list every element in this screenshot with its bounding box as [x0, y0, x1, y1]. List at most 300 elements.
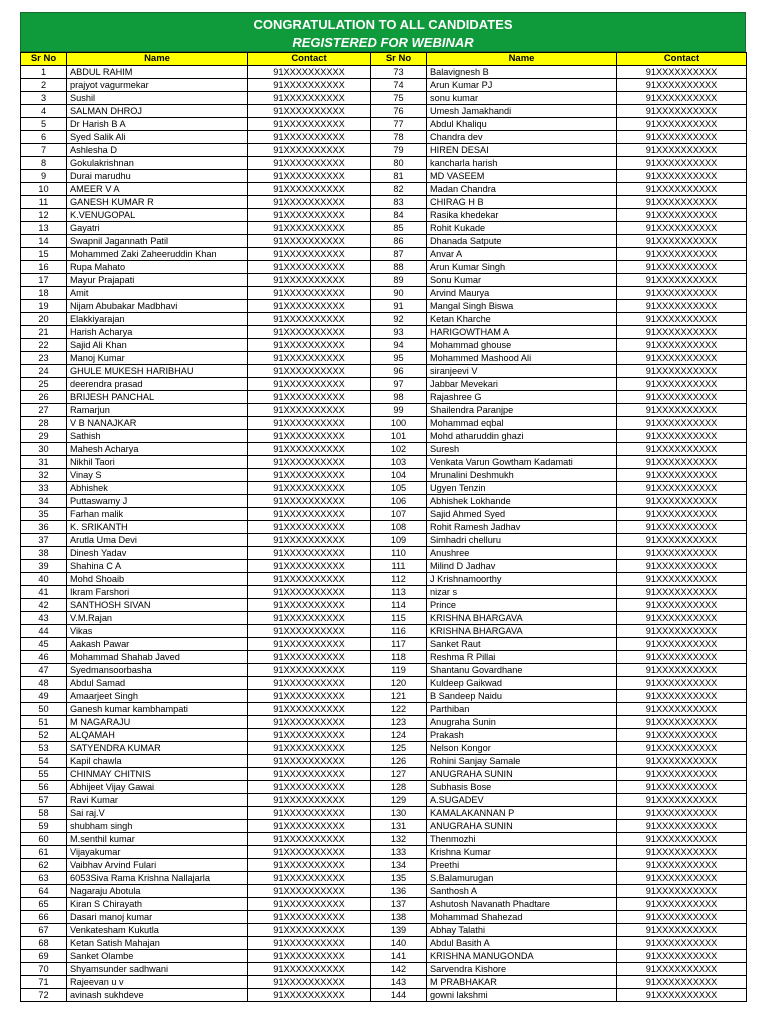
contact-cell: 91XXXXXXXXXX — [617, 638, 747, 651]
name-cell: HARIGOWTHAM A — [427, 326, 617, 339]
name-cell: Ketan Satish Mahajan — [67, 937, 248, 950]
contact-cell: 91XXXXXXXXXX — [248, 248, 371, 261]
table-row — [21, 768, 747, 781]
sr-no-cell: 76 — [371, 105, 427, 118]
name-cell: ABDUL RAHIM — [67, 66, 248, 79]
sr-no-cell: 101 — [371, 430, 427, 443]
sr-no-cell: 64 — [21, 885, 67, 898]
contact-cell: 91XXXXXXXXXX — [617, 326, 747, 339]
name-cell: Arutla Uma Devi — [67, 534, 248, 547]
contact-cell: 91XXXXXXXXXX — [617, 781, 747, 794]
table-row — [21, 157, 747, 170]
name-cell: Sanket Olambe — [67, 950, 248, 963]
name-cell: Mohammad Shahab Javed — [67, 651, 248, 664]
name-cell: KRISHNA BHARGAVA — [427, 612, 617, 625]
table-row — [21, 287, 747, 300]
name-cell: Prakash — [427, 729, 617, 742]
table-row — [21, 183, 747, 196]
sr-no-cell: 129 — [371, 794, 427, 807]
contact-cell: 91XXXXXXXXXX — [617, 898, 747, 911]
contact-cell: 91XXXXXXXXXX — [617, 92, 747, 105]
sr-no-cell: 23 — [21, 352, 67, 365]
sr-no-cell: 131 — [371, 820, 427, 833]
name-cell: Manoj Kumar — [67, 352, 248, 365]
sr-no-cell: 97 — [371, 378, 427, 391]
sr-no-cell: 108 — [371, 521, 427, 534]
sr-no-cell: 130 — [371, 807, 427, 820]
table-row — [21, 105, 747, 118]
sr-no-cell: 36 — [21, 521, 67, 534]
name-cell: Kiran S Chirayath — [67, 898, 248, 911]
name-cell: Arun Kumar PJ — [427, 79, 617, 92]
sr-no-cell: 44 — [21, 625, 67, 638]
table-row — [21, 443, 747, 456]
contact-cell: 91XXXXXXXXXX — [617, 144, 747, 157]
contact-cell: 91XXXXXXXXXX — [617, 872, 747, 885]
name-cell: SANTHOSH SIVAN — [67, 599, 248, 612]
name-cell: Vikas — [67, 625, 248, 638]
name-cell: avinash sukhdeve — [67, 989, 248, 1002]
sr-no-cell: 71 — [21, 976, 67, 989]
sr-no-cell: 62 — [21, 859, 67, 872]
sr-no-cell: 81 — [371, 170, 427, 183]
name-cell: Arun Kumar Singh — [427, 261, 617, 274]
table-row — [21, 222, 747, 235]
sr-no-cell: 30 — [21, 443, 67, 456]
contact-cell: 91XXXXXXXXXX — [617, 248, 747, 261]
sr-no-cell: 22 — [21, 339, 67, 352]
table-row — [21, 859, 747, 872]
table-row — [21, 625, 747, 638]
table-row — [21, 274, 747, 287]
sr-no-cell: 41 — [21, 586, 67, 599]
sr-no-cell: 120 — [371, 677, 427, 690]
sr-no-cell: 99 — [371, 404, 427, 417]
name-cell: Ravi Kumar — [67, 794, 248, 807]
contact-cell: 91XXXXXXXXXX — [617, 495, 747, 508]
sr-no-cell: 111 — [371, 560, 427, 573]
name-cell: Rohit Ramesh Jadhav — [427, 521, 617, 534]
sr-no-cell: 136 — [371, 885, 427, 898]
sr-no-cell: 14 — [21, 235, 67, 248]
contact-cell: 91XXXXXXXXXX — [617, 664, 747, 677]
sr-no-cell: 52 — [21, 729, 67, 742]
sr-no-cell: 47 — [21, 664, 67, 677]
name-cell: Sajid Ali Khan — [67, 339, 248, 352]
sr-no-cell: 121 — [371, 690, 427, 703]
name-cell: Puttaswamy J — [67, 495, 248, 508]
name-cell: ALQAMAH — [67, 729, 248, 742]
name-cell: SATYENDRA KUMAR — [67, 742, 248, 755]
table-row — [21, 378, 747, 391]
table-row — [21, 404, 747, 417]
name-cell: Mrunalini Deshmukh — [427, 469, 617, 482]
name-cell: kancharla harish — [427, 157, 617, 170]
contact-cell: 91XXXXXXXXXX — [248, 755, 371, 768]
name-cell: Jabbar Mevekari — [427, 378, 617, 391]
sr-no-cell: 80 — [371, 157, 427, 170]
table-row — [21, 560, 747, 573]
name-cell: Madan Chandra — [427, 183, 617, 196]
sr-no-cell: 135 — [371, 872, 427, 885]
table-row — [21, 495, 747, 508]
name-cell: Mohammed Mashood Ali — [427, 352, 617, 365]
sr-no-cell: 84 — [371, 209, 427, 222]
sr-no-cell: 31 — [21, 456, 67, 469]
name-cell: Kapil chawla — [67, 755, 248, 768]
name-cell: Gokulakrishnan — [67, 157, 248, 170]
contact-cell: 91XXXXXXXXXX — [248, 560, 371, 573]
sr-no-cell: 77 — [371, 118, 427, 131]
sr-no-cell: 29 — [21, 430, 67, 443]
name-cell: Shantanu Govardhane — [427, 664, 617, 677]
table-row — [21, 820, 747, 833]
name-cell: Subhasis Bose — [427, 781, 617, 794]
name-cell: Arvind Maurya — [427, 287, 617, 300]
sr-no-cell: 112 — [371, 573, 427, 586]
name-cell: Farhan malik — [67, 508, 248, 521]
contact-cell: 91XXXXXXXXXX — [617, 209, 747, 222]
sr-no-cell: 18 — [21, 287, 67, 300]
sr-no-cell: 15 — [21, 248, 67, 261]
name-cell: Vinay S — [67, 469, 248, 482]
sr-no-cell: 75 — [371, 92, 427, 105]
sr-no-cell: 68 — [21, 937, 67, 950]
table-row — [21, 781, 747, 794]
sr-no-cell: 93 — [371, 326, 427, 339]
sr-no-cell: 96 — [371, 365, 427, 378]
name-cell: Rohini Sanjay Samale — [427, 755, 617, 768]
contact-cell: 91XXXXXXXXXX — [617, 599, 747, 612]
name-cell: Anushree — [427, 547, 617, 560]
name-cell: BRIJESH PANCHAL — [67, 391, 248, 404]
sr-no-cell: 72 — [21, 989, 67, 1002]
name-cell: J Krishnamoorthy — [427, 573, 617, 586]
table-row — [21, 638, 747, 651]
table-row — [21, 352, 747, 365]
contact-cell: 91XXXXXXXXXX — [248, 963, 371, 976]
sr-no-cell: 37 — [21, 534, 67, 547]
name-cell: Rasika khedekar — [427, 209, 617, 222]
contact-cell: 91XXXXXXXXXX — [617, 807, 747, 820]
sr-no-cell: 88 — [371, 261, 427, 274]
name-cell: Mohd Shoaib — [67, 573, 248, 586]
page-subtitle: REGISTERED FOR WEBINAR — [292, 35, 474, 50]
contact-cell: 91XXXXXXXXXX — [248, 521, 371, 534]
table-row — [21, 677, 747, 690]
name-cell: Venkatesham Kukutla — [67, 924, 248, 937]
table-row — [21, 391, 747, 404]
sr-no-cell: 95 — [371, 352, 427, 365]
name-cell: Ramarjun — [67, 404, 248, 417]
contact-cell: 91XXXXXXXXXX — [248, 781, 371, 794]
name-cell: Gayatri — [67, 222, 248, 235]
table-row — [21, 248, 747, 261]
table-row — [21, 482, 747, 495]
contact-cell: 91XXXXXXXXXX — [248, 417, 371, 430]
name-cell: Syedmansoorbasha — [67, 664, 248, 677]
sr-no-cell: 100 — [371, 417, 427, 430]
sr-no-cell: 83 — [371, 196, 427, 209]
sr-no-cell: 57 — [21, 794, 67, 807]
sr-no-cell: 50 — [21, 703, 67, 716]
sr-no-cell: 60 — [21, 833, 67, 846]
contact-cell: 91XXXXXXXXXX — [617, 677, 747, 690]
contact-cell: 91XXXXXXXXXX — [617, 742, 747, 755]
contact-cell: 91XXXXXXXXXX — [248, 378, 371, 391]
sr-no-cell: 1 — [21, 66, 67, 79]
sr-no-cell: 116 — [371, 625, 427, 638]
contact-cell: 91XXXXXXXXXX — [617, 794, 747, 807]
name-cell: GANESH KUMAR R — [67, 196, 248, 209]
sr-no-cell: 73 — [371, 66, 427, 79]
contact-cell: 91XXXXXXXXXX — [617, 118, 747, 131]
candidate-sheet — [20, 12, 746, 1002]
contact-cell: 91XXXXXXXXXX — [248, 794, 371, 807]
contact-cell: 91XXXXXXXXXX — [617, 924, 747, 937]
name-cell: Mayur Prajapati — [67, 274, 248, 287]
name-cell: Dhanada Satpute — [427, 235, 617, 248]
name-cell: Ashlesha D — [67, 144, 248, 157]
sr-no-cell: 124 — [371, 729, 427, 742]
name-cell: Shahina C A — [67, 560, 248, 573]
title-banner — [20, 12, 746, 52]
contact-cell: 91XXXXXXXXXX — [617, 456, 747, 469]
contact-cell: 91XXXXXXXXXX — [617, 287, 747, 300]
name-cell: Harish Acharya — [67, 326, 248, 339]
contact-cell: 91XXXXXXXXXX — [248, 950, 371, 963]
name-cell: KAMALAKANNAN P — [427, 807, 617, 820]
contact-cell: 91XXXXXXXXXX — [248, 196, 371, 209]
sr-no-cell: 104 — [371, 469, 427, 482]
name-cell: sonu kumar — [427, 92, 617, 105]
name-cell: Abhishek Lokhande — [427, 495, 617, 508]
sr-no-cell: 13 — [21, 222, 67, 235]
sr-no-cell: 78 — [371, 131, 427, 144]
sr-no-cell: 86 — [371, 235, 427, 248]
sr-no-cell: 21 — [21, 326, 67, 339]
contact-cell: 91XXXXXXXXXX — [617, 378, 747, 391]
sr-no-cell: 17 — [21, 274, 67, 287]
sr-no-cell: 70 — [21, 963, 67, 976]
table-row — [21, 807, 747, 820]
name-cell: Venkata Varun Gowtham Kadamati — [427, 456, 617, 469]
contact-cell: 91XXXXXXXXXX — [617, 313, 747, 326]
name-cell: S.Balamurugan — [427, 872, 617, 885]
sr-no-cell: 144 — [371, 989, 427, 1002]
contact-cell: 91XXXXXXXXXX — [617, 911, 747, 924]
contact-cell: 91XXXXXXXXXX — [617, 352, 747, 365]
name-cell: Ketan Kharche — [427, 313, 617, 326]
contact-cell: 91XXXXXXXXXX — [248, 391, 371, 404]
name-cell: ANUGRAHA SUNIN — [427, 768, 617, 781]
sr-no-cell: 115 — [371, 612, 427, 625]
page-title: CONGRATULATION TO ALL CANDIDATES — [253, 17, 513, 32]
sr-no-cell: 90 — [371, 287, 427, 300]
name-cell: Mohammad eqbal — [427, 417, 617, 430]
table-row — [21, 989, 747, 1002]
contact-cell: 91XXXXXXXXXX — [617, 651, 747, 664]
sr-no-cell: 19 — [21, 300, 67, 313]
table-row — [21, 313, 747, 326]
contact-cell: 91XXXXXXXXXX — [617, 443, 747, 456]
contact-cell: 91XXXXXXXXXX — [617, 612, 747, 625]
sr-no-cell: 20 — [21, 313, 67, 326]
contact-cell: 91XXXXXXXXXX — [248, 326, 371, 339]
table-row — [21, 508, 747, 521]
table-row — [21, 599, 747, 612]
table-row — [21, 586, 747, 599]
sr-no-cell: 33 — [21, 482, 67, 495]
table-row — [21, 651, 747, 664]
name-cell: GHULE MUKESH HARIBHAU — [67, 365, 248, 378]
name-cell: KRISHNA MANUGONDA — [427, 950, 617, 963]
contact-cell: 91XXXXXXXXXX — [248, 612, 371, 625]
table-row — [21, 872, 747, 885]
contact-cell: 91XXXXXXXXXX — [248, 768, 371, 781]
contact-cell: 91XXXXXXXXXX — [617, 274, 747, 287]
sr-no-cell: 40 — [21, 573, 67, 586]
name-cell: Amit — [67, 287, 248, 300]
sr-no-cell: 56 — [21, 781, 67, 794]
contact-cell: 91XXXXXXXXXX — [617, 300, 747, 313]
sr-no-cell: 82 — [371, 183, 427, 196]
name-cell: K. SRIKANTH — [67, 521, 248, 534]
name-cell: A.SUGADEV — [427, 794, 617, 807]
name-cell: AMEER V A — [67, 183, 248, 196]
contact-cell: 91XXXXXXXXXX — [248, 183, 371, 196]
name-cell: Nijam Abubakar Madbhavi — [67, 300, 248, 313]
name-cell: Rupa Mahato — [67, 261, 248, 274]
table-row — [21, 846, 747, 859]
name-cell: Rajashree G — [427, 391, 617, 404]
name-cell: Anvar A — [427, 248, 617, 261]
contact-cell: 91XXXXXXXXXX — [617, 716, 747, 729]
contact-cell: 91XXXXXXXXXX — [248, 261, 371, 274]
name-cell: Ganesh kumar kambhampati — [67, 703, 248, 716]
table-row — [21, 898, 747, 911]
name-cell: Mohammad ghouse — [427, 339, 617, 352]
table-row — [21, 729, 747, 742]
contact-cell: 91XXXXXXXXXX — [248, 144, 371, 157]
name-cell: Krishna Kumar — [427, 846, 617, 859]
sr-no-cell: 8 — [21, 157, 67, 170]
sr-no-cell: 9 — [21, 170, 67, 183]
sr-no-cell: 48 — [21, 677, 67, 690]
contact-cell: 91XXXXXXXXXX — [248, 976, 371, 989]
contact-cell: 91XXXXXXXXXX — [248, 157, 371, 170]
sr-no-cell: 114 — [371, 599, 427, 612]
table-row — [21, 911, 747, 924]
contact-cell: 91XXXXXXXXXX — [248, 833, 371, 846]
name-cell: Anugraha Sunin — [427, 716, 617, 729]
name-cell: M.senthil kumar — [67, 833, 248, 846]
table-row — [21, 196, 747, 209]
contact-cell: 91XXXXXXXXXX — [248, 690, 371, 703]
name-cell: HIREN DESAI — [427, 144, 617, 157]
sr-no-cell: 46 — [21, 651, 67, 664]
contact-cell: 91XXXXXXXXXX — [617, 690, 747, 703]
sr-no-cell: 125 — [371, 742, 427, 755]
sr-no-cell: 117 — [371, 638, 427, 651]
col-header-name-right: Name — [427, 53, 617, 66]
sr-no-cell: 3 — [21, 92, 67, 105]
contact-cell: 91XXXXXXXXXX — [248, 924, 371, 937]
contact-cell: 91XXXXXXXXXX — [617, 183, 747, 196]
sr-no-cell: 118 — [371, 651, 427, 664]
name-cell: Ashutosh Navanath Phadtare — [427, 898, 617, 911]
name-cell: Dr Harish B A — [67, 118, 248, 131]
name-cell: Kuldeep Gaikwad — [427, 677, 617, 690]
table-row — [21, 664, 747, 677]
name-cell: Abdul Samad — [67, 677, 248, 690]
table-row — [21, 235, 747, 248]
header-row — [21, 53, 747, 66]
name-cell: Shailendra Paranjpe — [427, 404, 617, 417]
name-cell: Simhadri chelluru — [427, 534, 617, 547]
sr-no-cell: 7 — [21, 144, 67, 157]
sr-no-cell: 142 — [371, 963, 427, 976]
sr-no-cell: 110 — [371, 547, 427, 560]
name-cell: MD VASEEM — [427, 170, 617, 183]
contact-cell: 91XXXXXXXXXX — [248, 430, 371, 443]
name-cell: nizar s — [427, 586, 617, 599]
sr-no-cell: 53 — [21, 742, 67, 755]
contact-cell: 91XXXXXXXXXX — [617, 430, 747, 443]
contact-cell: 91XXXXXXXXXX — [248, 534, 371, 547]
table-row — [21, 690, 747, 703]
contact-cell: 91XXXXXXXXXX — [248, 365, 371, 378]
contact-cell: 91XXXXXXXXXX — [248, 664, 371, 677]
name-cell: 6053Siva Rama Krishna Nallajarla — [67, 872, 248, 885]
contact-cell: 91XXXXXXXXXX — [617, 560, 747, 573]
contact-cell: 91XXXXXXXXXX — [248, 443, 371, 456]
contact-cell: 91XXXXXXXXXX — [617, 820, 747, 833]
name-cell: Abdul Basith A — [427, 937, 617, 950]
name-cell: Swapnil Jagannath Patil — [67, 235, 248, 248]
table-row — [21, 742, 747, 755]
name-cell: Chandra dev — [427, 131, 617, 144]
table-row — [21, 534, 747, 547]
table-row — [21, 833, 747, 846]
sr-no-cell: 113 — [371, 586, 427, 599]
name-cell: Syed Salik Ali — [67, 131, 248, 144]
candidate-table — [20, 52, 747, 1002]
contact-cell: 91XXXXXXXXXX — [248, 638, 371, 651]
sr-no-cell: 89 — [371, 274, 427, 287]
contact-cell: 91XXXXXXXXXX — [248, 898, 371, 911]
contact-cell: 91XXXXXXXXXX — [248, 274, 371, 287]
contact-cell: 91XXXXXXXXXX — [248, 79, 371, 92]
name-cell: Sushil — [67, 92, 248, 105]
sr-no-cell: 105 — [371, 482, 427, 495]
table-row — [21, 209, 747, 222]
contact-cell: 91XXXXXXXXXX — [617, 976, 747, 989]
sr-no-cell: 26 — [21, 391, 67, 404]
name-cell: Rohit Kukade — [427, 222, 617, 235]
name-cell: Vaibhav Arvind Fulari — [67, 859, 248, 872]
contact-cell: 91XXXXXXXXXX — [248, 651, 371, 664]
sr-no-cell: 132 — [371, 833, 427, 846]
contact-cell: 91XXXXXXXXXX — [617, 521, 747, 534]
sr-no-cell: 91 — [371, 300, 427, 313]
sr-no-cell: 32 — [21, 469, 67, 482]
sr-no-cell: 65 — [21, 898, 67, 911]
contact-cell: 91XXXXXXXXXX — [248, 339, 371, 352]
sr-no-cell: 42 — [21, 599, 67, 612]
contact-cell: 91XXXXXXXXXX — [248, 222, 371, 235]
name-cell: CHIRAG H B — [427, 196, 617, 209]
